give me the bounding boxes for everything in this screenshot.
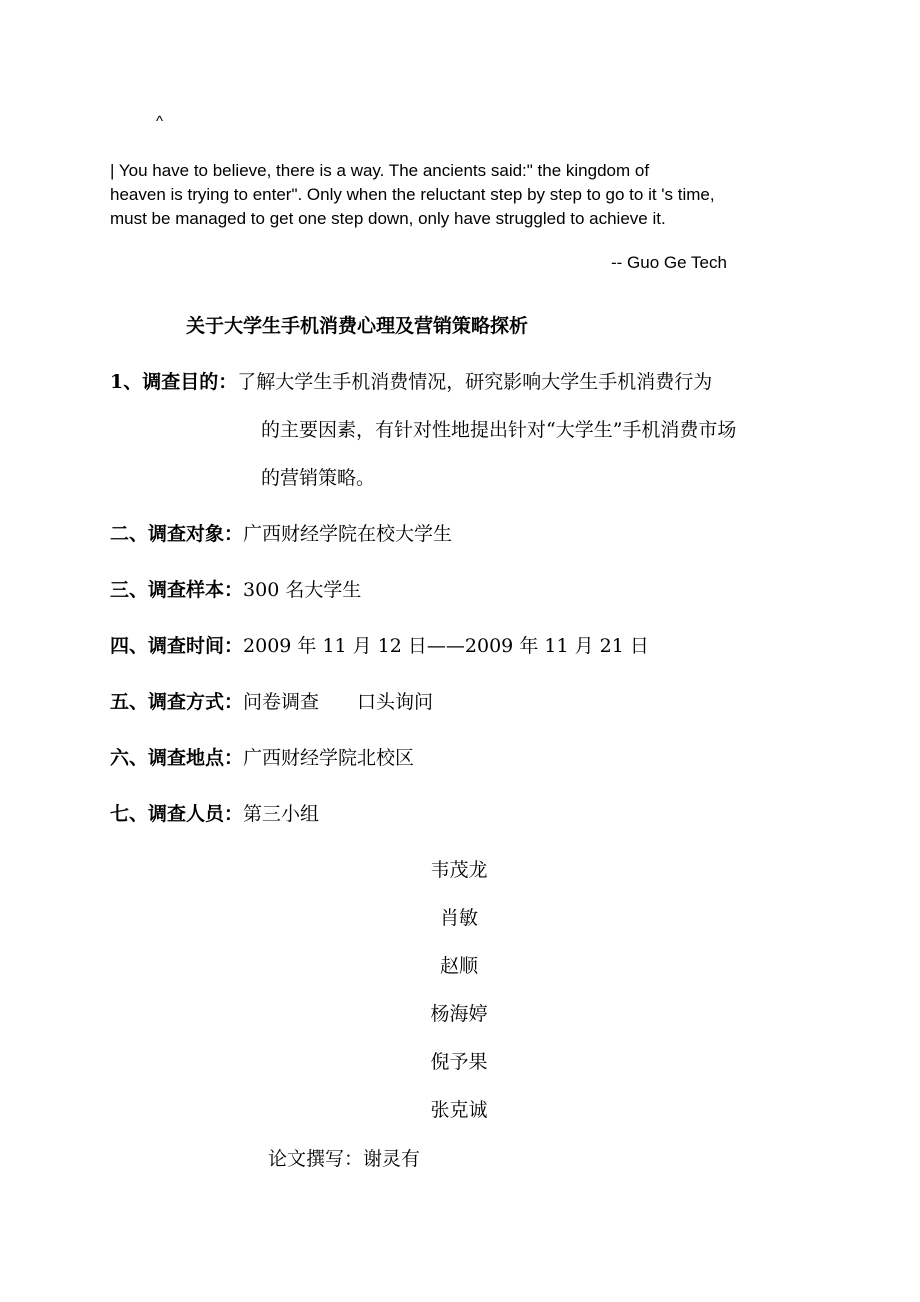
item-label: 六、调查地点： (110, 747, 244, 769)
item-value: 广西财经学院在校大学生 (243, 523, 453, 545)
item-label: 七、调查人员： (110, 803, 244, 825)
header-quote (110, 159, 790, 231)
purpose-line: 的营销策略。 (261, 467, 376, 489)
item-value: 2009 年 11 月 12 日——2009 年 11 月 21 日 (243, 635, 649, 657)
purpose-line: 的主要因素，有针对性地提出针对“大学生”手机消费市场 (261, 419, 737, 441)
quote-line: heaven is trying to enter". Only when the reluctant step by step to go to it 's time, (110, 185, 715, 204)
member-name: 倪予果 (430, 1051, 488, 1073)
survey-item-time (110, 631, 649, 658)
member-name: 韦茂龙 (430, 859, 488, 881)
caret-mark: ^ (156, 113, 164, 130)
item-label: 三、调查样本： (110, 579, 244, 601)
item-value: 问卷调查 口头询问 (243, 691, 434, 713)
author-line: 论文撰写：谢灵有 (268, 1148, 421, 1170)
item-label: 二、调查对象： (110, 523, 244, 545)
quote-attribution: -- Guo Ge Tech (611, 253, 727, 272)
item-label: 五、调查方式： (110, 691, 244, 713)
member-name: 张克诚 (430, 1099, 488, 1121)
survey-item-sample (110, 575, 361, 602)
member-name: 赵顺 (439, 955, 478, 977)
member-name: 杨海婷 (430, 1003, 488, 1025)
purpose-item (110, 367, 712, 394)
quote-line: must be managed to get one step down, only have struggled to achieve it. (110, 209, 666, 228)
survey-item-location (110, 743, 414, 770)
survey-item-method (110, 687, 433, 714)
item-value: 300 名大学生 (243, 579, 362, 601)
survey-item-staff (110, 799, 319, 826)
document-title: 关于大学生手机消费心理及营销策略探析 (186, 315, 529, 337)
item-value: 第三小组 (243, 803, 320, 825)
item-label: 四、调查时间： (110, 635, 244, 657)
survey-item-target (110, 519, 452, 546)
purpose-line: 了解大学生手机消费情况，研究影响大学生手机消费行为 (237, 371, 713, 393)
quote-line: | You have to believe, there is a way. The ancients said:" the kingdom of (110, 161, 650, 180)
item-value: 广西财经学院北校区 (243, 747, 415, 769)
purpose-label: 1、调查目的： (110, 371, 238, 393)
member-name: 肖敏 (439, 907, 478, 929)
